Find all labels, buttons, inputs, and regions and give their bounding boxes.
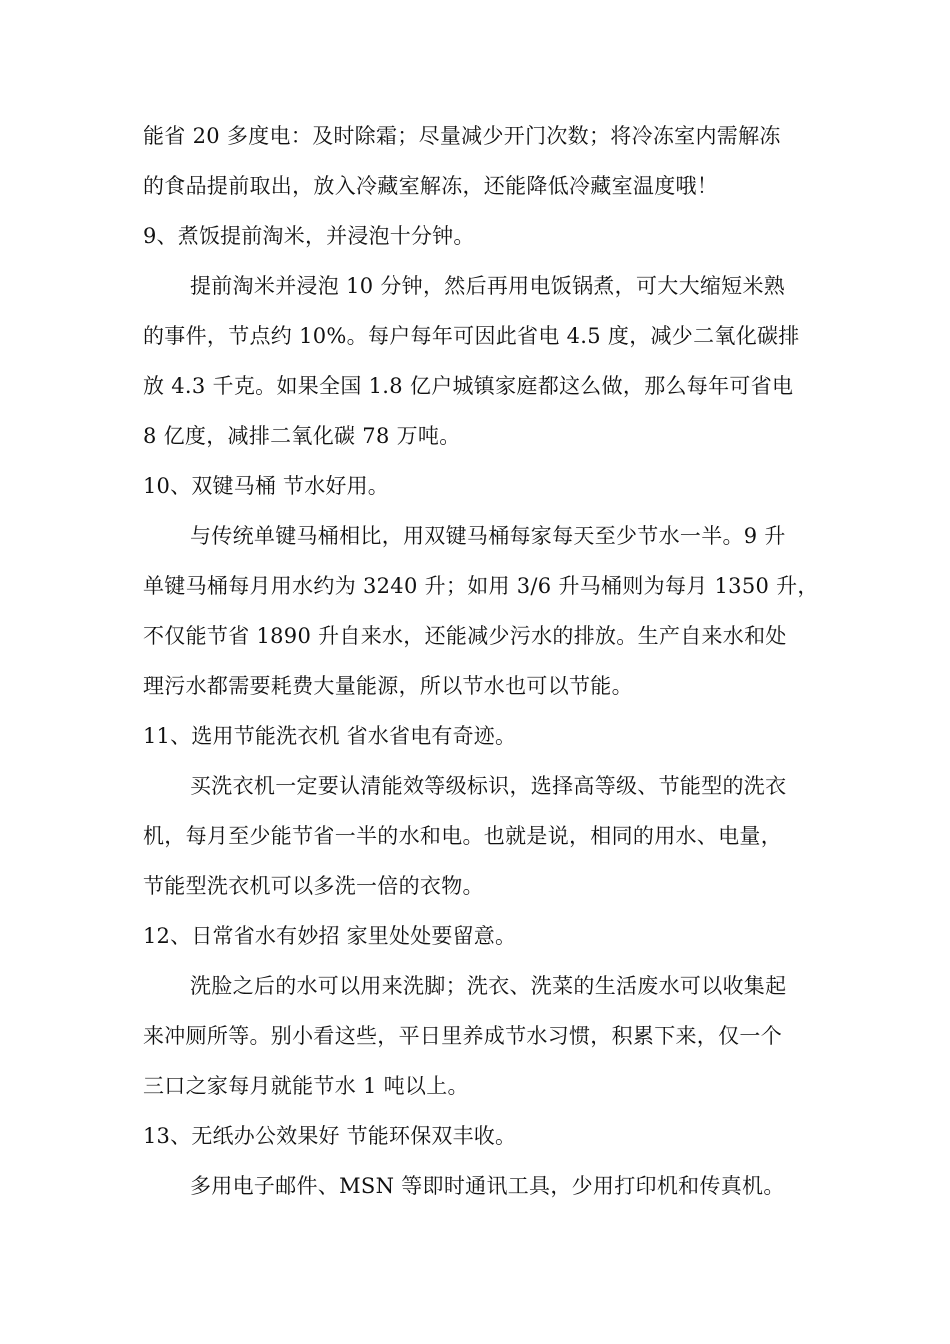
text-line: 8 亿度，减排二氧化碳 78 万吨。: [143, 424, 461, 448]
text-line: 来冲厕所等。别小看这些，平日里养成节水习惯，积累下来，仅一个: [143, 1024, 782, 1048]
text-line: 多用电子邮件、MSN 等即时通讯工具，少用打印机和传真机。: [190, 1174, 785, 1198]
text-line: 的食品提前取出，放入冷藏室解冻，还能降低冷藏室温度哦！: [143, 174, 719, 198]
text-line: 节能型洗衣机可以多洗一倍的衣物。: [143, 874, 484, 898]
text-line: 提前淘米并浸泡 10 分钟，然后再用电饭锅煮，可大大缩短米熟: [190, 274, 786, 298]
text-line: 洗脸之后的水可以用来洗脚；洗衣、洗菜的生活废水可以收集起: [190, 974, 787, 998]
text-line: 机，每月至少能节省一半的水和电。也就是说，相同的用水、电量，: [143, 824, 782, 848]
section-heading-10: 10、双键马桶 节水好用。: [143, 474, 389, 498]
section-heading-11: 11、选用节能洗衣机 省水省电有奇迹。: [143, 724, 517, 748]
text-line: 的事件，节点约 10%。每户每年可因此省电 4.5 度，减少二氧化碳排: [143, 324, 800, 348]
text-line: 单键马桶每月用水约为 3240 升；如用 3/6 升马桶则为每月 1350 升，: [143, 574, 819, 598]
text-line: 不仅能节省 1890 升自来水，还能减少污水的排放。生产自来水和处: [143, 624, 787, 648]
text-line: 理污水都需要耗费大量能源，所以节水也可以节能。: [143, 674, 633, 698]
text-line: 能省 20 多度电：及时除霜；尽量减少开门次数；将冷冻室内需解冻: [143, 124, 781, 148]
section-heading-13: 13、无纸办公效果好 节能环保双丰收。: [143, 1124, 517, 1148]
section-heading-12: 12、日常省水有妙招 家里处处要留意。: [143, 924, 517, 948]
text-line: 放 4.3 千克。如果全国 1.8 亿户城镇家庭都这么做，那么每年可省电: [143, 374, 794, 398]
section-heading-9: 9、煮饭提前淘米，并浸泡十分钟。: [143, 224, 475, 248]
text-line: 与传统单键马桶相比，用双键马桶每家每天至少节水一半。9 升: [190, 524, 786, 548]
text-line: 三口之家每月就能节水 1 吨以上。: [143, 1074, 469, 1098]
text-line: 买洗衣机一定要认清能效等级标识，选择高等级、节能型的洗衣: [190, 774, 787, 798]
